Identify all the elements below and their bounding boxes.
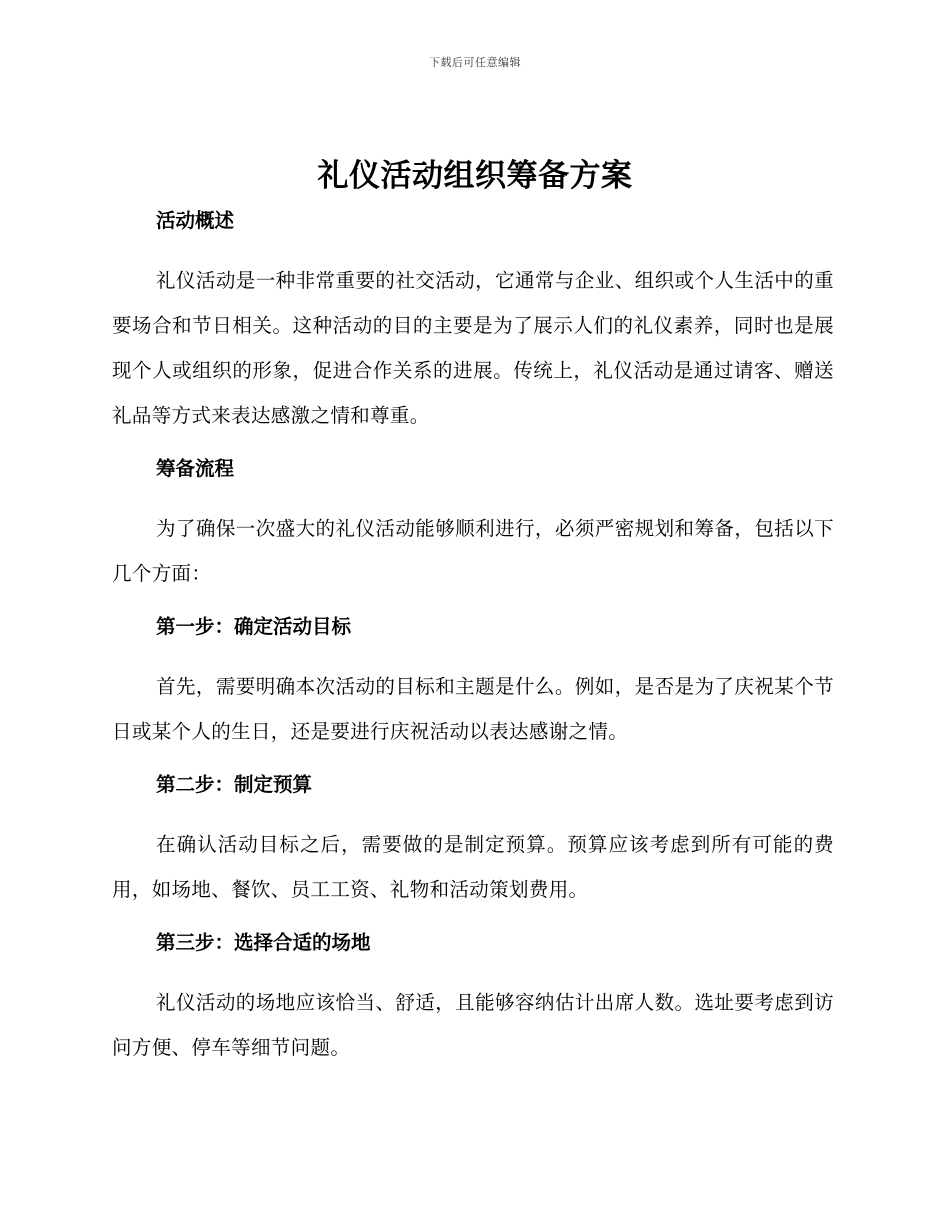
section-step-one xyxy=(112,608,834,754)
section-heading: 活动概述 xyxy=(156,209,235,232)
section-step-three xyxy=(112,924,834,1070)
section-step-two xyxy=(112,766,834,912)
section-preparation-process xyxy=(112,450,834,596)
section-paragraph: 在确认活动目标之后，需要做的是制定预算。预算应该考虑到所有可能的费用，如场地、餐饮、员工工资、礼物和活动策划费用。 xyxy=(112,833,834,901)
section-paragraph: 为了确保一次盛大的礼仪活动能够顺利进行，必须严密规划和筹备，包括以下几个方面： xyxy=(112,517,834,585)
document-body xyxy=(112,202,834,1070)
section-heading: 筹备流程 xyxy=(156,457,235,480)
header-note: 下载后可任意编辑 xyxy=(429,56,521,69)
section-paragraph: 礼仪活动是一种非常重要的社交活动，它通常与企业、组织或个人生活中的重要场合和节日相关。这种活动的目的主要是为了展示人们的礼仪素养，同时也是展现个人或组织的形象，促进合作关系的进展。传统上，礼仪活动是通过请客、赠送礼品等方式来表达感激之情和尊重。 xyxy=(112,269,834,427)
section-paragraph: 首先，需要明确本次活动的目标和主题是什么。例如，是否是为了庆祝某个节日或某个人的生日，还是要进行庆祝活动以表达感谢之情。 xyxy=(112,675,834,743)
section-paragraph: 礼仪活动的场地应该恰当、舒适，且能够容纳估计出席人数。选址要考虑到访问方便、停车等细节问题。 xyxy=(112,991,834,1059)
section-heading: 第一步：确定活动目标 xyxy=(156,615,352,638)
section-overview xyxy=(112,202,834,438)
section-heading: 第二步：制定预算 xyxy=(156,773,313,796)
document-title: 礼仪活动组织筹备方案 xyxy=(317,158,633,194)
section-heading: 第三步：选择合适的场地 xyxy=(156,931,371,954)
